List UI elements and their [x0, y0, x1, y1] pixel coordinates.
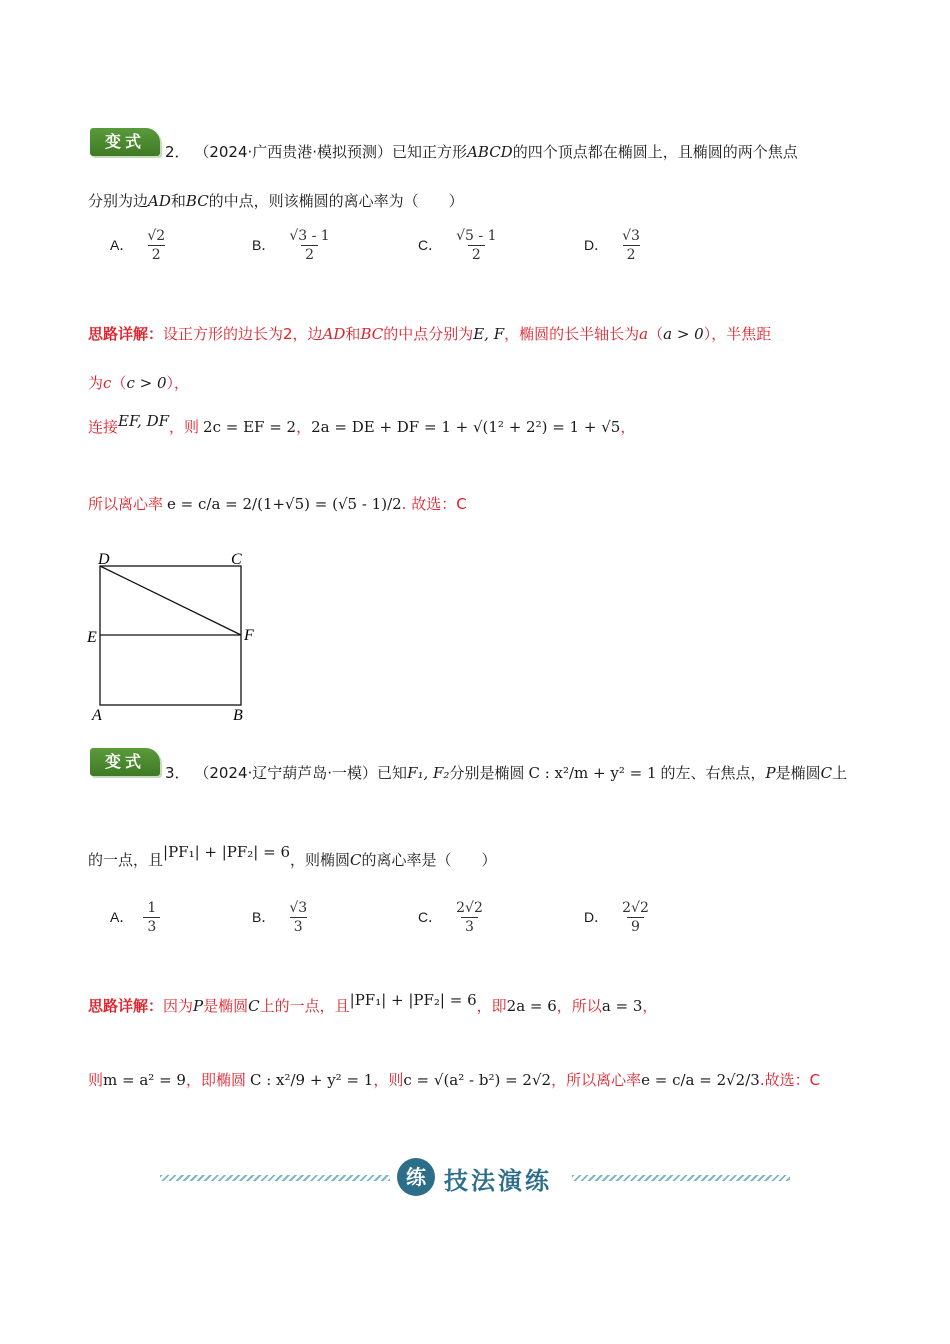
sol3-m: m = a² = 9 — [103, 1071, 186, 1089]
sol2-text: 所以离心率 — [88, 495, 164, 513]
sol2-efdf: EF, DF — [118, 412, 170, 430]
q3-text: 的一点，且 — [88, 851, 164, 869]
sol2-comma: ， — [620, 418, 636, 436]
label-a: A — [92, 707, 102, 724]
sol2-c: c — [103, 374, 112, 392]
q2-source: （2024·广西贵港·模拟预测） — [194, 143, 393, 161]
q3-source: （2024·辽宁葫芦岛·一模） — [194, 764, 378, 782]
segment-df — [100, 566, 241, 635]
q3-line1 — [165, 762, 847, 783]
sol3-line1 — [88, 991, 658, 1016]
q2-l2-prefix: 分别为边 — [88, 192, 149, 210]
sol3-c-eq: c = √(a² - b²) = 2√2 — [403, 1071, 552, 1089]
q3-ellipse: C : x²/m + y² = 1 — [528, 764, 657, 782]
sol2-line4 — [88, 493, 467, 514]
sol3-p: P — [193, 997, 204, 1015]
banner-title: 技法演练 — [444, 1167, 552, 1195]
option-frac: $\frac{√5 - 1}{2}$ — [456, 228, 497, 263]
q3-text: 分别是椭圆 — [449, 764, 525, 782]
sol2-text: ），半焦距 — [703, 325, 772, 343]
sol2-a: a — [639, 325, 649, 343]
option-label: D． — [584, 236, 609, 253]
sol2-bc: BC — [360, 325, 384, 343]
option-frac: $\frac{1}{3}$ — [143, 900, 160, 935]
sol3-text: ， — [642, 997, 658, 1015]
sol2-paren: （ — [648, 325, 664, 343]
q3-option-a[interactable] — [110, 900, 160, 935]
variant-badge-2: 变式 — [90, 128, 160, 156]
banner-line-left — [160, 1175, 390, 1181]
banner-icon: 练 — [397, 1158, 435, 1196]
q2-number: 2． — [165, 143, 190, 161]
sol3-line2 — [88, 1069, 820, 1090]
square-figure — [85, 548, 265, 726]
option-label: C． — [418, 236, 443, 253]
sol2-text: ）， — [166, 374, 190, 392]
sol2-heading: 思路详解： — [88, 325, 164, 343]
sol3-a3: a = 3 — [601, 997, 643, 1015]
sol2-eq2: 2a = DE + DF = 1 + √(1² + 2²) = 1 + √5 — [311, 418, 621, 436]
sol3-c: C — [248, 997, 260, 1015]
q2-ad: AD — [148, 192, 171, 210]
q3-foci: F₁, F₂ — [407, 764, 450, 782]
q3-number: 3． — [165, 764, 190, 782]
option-label: C． — [418, 908, 443, 925]
q3-option-d[interactable] — [584, 900, 653, 935]
q3-text: 的左、右焦点， — [660, 764, 766, 782]
q3-p: P — [765, 764, 776, 782]
q2-option-d[interactable] — [584, 228, 644, 263]
q2-line1 — [165, 141, 798, 162]
banner-line-right — [572, 1175, 790, 1181]
q3-c: C — [820, 764, 833, 782]
q2-and: 和 — [170, 192, 186, 210]
q2-text-tail: 的四个顶点都在椭圆上，且椭圆的两个焦点 — [512, 143, 798, 161]
sol2-paren: （ — [111, 374, 127, 392]
label-e: E — [87, 629, 97, 646]
q3-c: C — [350, 851, 362, 869]
sol2-line2 — [88, 372, 189, 393]
q3-text: 的离心率是（ ） — [361, 851, 497, 869]
q3-line2 — [88, 843, 497, 870]
option-label: D． — [584, 908, 609, 925]
sol2-text: ，椭圆的长半轴长为 — [504, 325, 640, 343]
sol3-text: ，所以 — [556, 997, 602, 1015]
label-f: F — [244, 627, 254, 644]
q3-option-c[interactable] — [418, 900, 487, 935]
label-d: D — [98, 551, 110, 568]
sol2-and: 和 — [345, 325, 361, 343]
label-b: B — [233, 707, 243, 724]
sol2-text: ，则 — [169, 418, 200, 436]
option-label: A． — [110, 236, 134, 253]
sol2-text: 为 — [88, 374, 104, 392]
sol3-2a: 2a = 6 — [506, 997, 557, 1015]
sol2-text: 设正方形的边长为2，边 — [163, 325, 323, 343]
sol3-text: ，则 — [373, 1071, 404, 1089]
option-frac: $\frac{2√2}{3}$ — [456, 900, 483, 935]
label-c: C — [231, 551, 242, 568]
option-frac: $\frac{√3 - 1}{2}$ — [289, 228, 330, 263]
sol2-comma: ， — [296, 418, 312, 436]
sol2-eq1: 2c = EF = 2 — [203, 418, 297, 436]
q3-sum-eq: |PF₁| + |PF₂| = 6 — [163, 843, 291, 861]
option-frac: $\frac{√2}{2}$ — [147, 228, 166, 263]
q2-bc: BC — [185, 192, 209, 210]
q3-text: 上 — [832, 764, 848, 782]
sol3-text: 上的一点，且 — [259, 997, 350, 1015]
sol2-line1 — [88, 323, 771, 344]
option-frac: $\frac{2√2}{9}$ — [622, 900, 649, 935]
sol3-text: ，即椭圆 — [185, 1071, 246, 1089]
q2-option-a[interactable] — [110, 228, 169, 263]
q2-square: ABCD — [467, 143, 513, 161]
sol3-e-eq: e = c/a = 2√2/3 — [641, 1071, 760, 1089]
sol3-ellipse: C : x²/9 + y² = 1 — [249, 1071, 374, 1089]
sol3-heading: 思路详解： — [88, 997, 164, 1015]
option-frac: $\frac{√3}{2}$ — [622, 228, 640, 263]
option-label: B． — [252, 236, 276, 253]
sol2-answer: . 故选：C — [401, 495, 467, 513]
q3-text: 是椭圆 — [775, 764, 821, 782]
q3-text: ，则椭圆 — [290, 851, 351, 869]
q3-option-b[interactable] — [252, 900, 311, 935]
option-label: B． — [252, 908, 276, 925]
q3-text: 已知 — [377, 764, 408, 782]
sol3-text: 因为 — [163, 997, 194, 1015]
sol2-text: 的中点分别为 — [383, 325, 474, 343]
variant-badge-3: 变式 — [90, 748, 160, 776]
q2-line2 — [88, 190, 464, 211]
sol2-eq3: e = c/a = 2/(1+√5) = (√5 - 1)/2 — [167, 495, 402, 513]
option-frac: $\frac{√3}{3}$ — [289, 900, 308, 935]
sol2-cond-c: c > 0 — [126, 374, 167, 392]
sol2-line3 — [88, 412, 636, 437]
q2-option-b[interactable] — [252, 228, 334, 263]
q2-l2-tail: 的中点，则该椭圆的离心率为（ ） — [208, 192, 464, 210]
option-label: A． — [110, 908, 134, 925]
sol2-cond-a: a > 0 — [663, 325, 704, 343]
sol2-ad: AD — [322, 325, 346, 343]
sol3-text: ，即 — [476, 997, 507, 1015]
sol3-text: ，所以离心率 — [551, 1071, 642, 1089]
sol3-sum-eq: |PF₁| + |PF₂| = 6 — [349, 991, 477, 1009]
sol3-text: 则 — [88, 1071, 104, 1089]
sol3-text: 是椭圆 — [203, 997, 249, 1015]
q2-text: 已知正方形 — [392, 143, 468, 161]
sol3-answer: .故选：C — [759, 1071, 821, 1089]
sol2-text: 连接 — [88, 418, 119, 436]
q2-option-c[interactable] — [418, 228, 501, 263]
sol2-ef: E, F — [473, 325, 505, 343]
